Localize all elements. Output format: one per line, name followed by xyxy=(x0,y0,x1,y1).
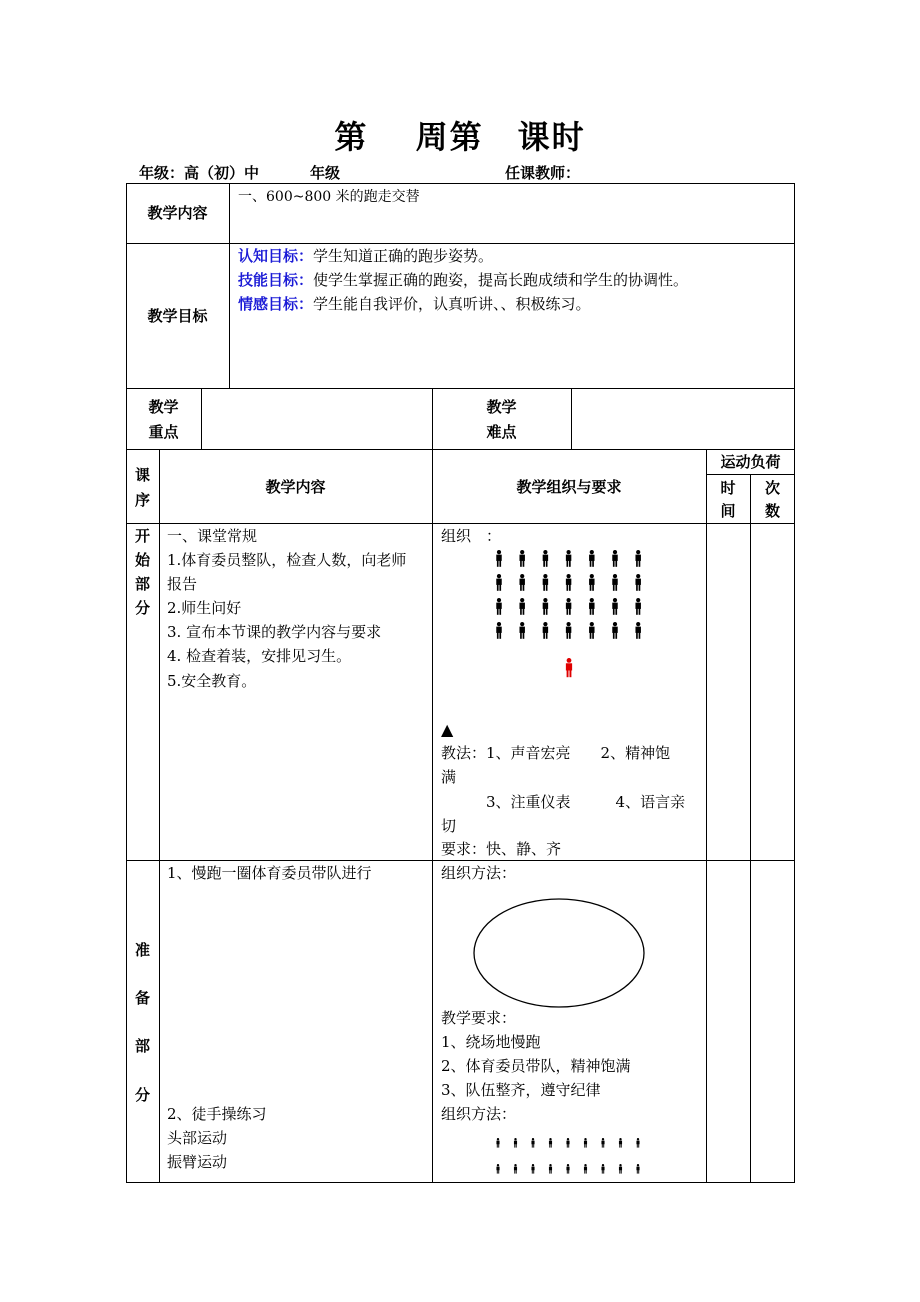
start-method-3: 3、注重仪表 4、语言亲 xyxy=(441,793,686,811)
person-icon xyxy=(635,622,640,639)
diff-label-2: 难点 xyxy=(486,423,517,441)
person-icon xyxy=(601,1164,604,1174)
person-icon xyxy=(519,574,524,591)
start-label-4: 分 xyxy=(134,599,150,617)
start-content-4: 2.师生问好 xyxy=(167,599,242,617)
start-content-7: 5.安全教育。 xyxy=(167,672,257,690)
person-icon xyxy=(589,550,594,567)
goal-cognitive-label: 认知目标： xyxy=(238,247,314,265)
person-icon xyxy=(635,574,640,591)
start-content-2: 1.体育委员整队，检查人数，向老师 xyxy=(167,551,407,569)
person-icon xyxy=(496,622,501,639)
exercise-formation-diagram xyxy=(492,1134,648,1178)
title-week-suffix: 周第 xyxy=(415,118,484,156)
prep-req-5: 组织方法： xyxy=(441,1105,517,1123)
prep-org-label: 组织方法： xyxy=(441,864,517,882)
person-icon xyxy=(514,1164,517,1174)
person-icon xyxy=(519,622,524,639)
teacher-label: 任课教师： xyxy=(505,164,581,182)
prep-req-2: 1、绕场地慢跑 xyxy=(441,1033,541,1051)
person-icon xyxy=(566,658,572,677)
person-icon xyxy=(519,598,524,615)
load-header: 运动负荷 xyxy=(720,453,781,471)
start-content-3: 报告 xyxy=(167,575,198,593)
goal-affective-label: 情感目标： xyxy=(238,295,314,313)
person-icon xyxy=(612,550,617,567)
person-icon xyxy=(566,1164,569,1174)
person-icon xyxy=(566,574,571,591)
diff-label-1: 教学 xyxy=(486,398,517,416)
person-icon xyxy=(566,598,571,615)
page-title xyxy=(0,112,920,158)
prep-label-2: 备 xyxy=(134,989,150,1007)
person-icon xyxy=(543,574,548,591)
content-label: 教学内容 xyxy=(147,204,208,222)
start-content-6: 4. 检查着装，安排见习生。 xyxy=(167,647,352,665)
person-icon xyxy=(619,1138,622,1148)
org-header: 教学组织与要求 xyxy=(516,478,622,496)
person-icon xyxy=(635,598,640,615)
title-lesson: 课时 xyxy=(517,118,586,156)
content-value: 一、600~800 米的跑走交替 xyxy=(238,189,420,205)
person-icon xyxy=(612,622,617,639)
person-icon xyxy=(543,598,548,615)
person-icon xyxy=(496,574,501,591)
prep-label-4: 分 xyxy=(134,1086,150,1104)
count-header-2: 数 xyxy=(764,502,780,520)
person-icon xyxy=(566,550,571,567)
prep-content-3: 头部运动 xyxy=(167,1129,228,1147)
seq-header-2: 序 xyxy=(134,491,150,509)
goal-affective-text: 学生能自我评价，认真听讲、、积极练习。 xyxy=(313,295,591,313)
prep-req-1: 教学要求： xyxy=(441,1009,517,1027)
grade-label: 年级：高（初）中 xyxy=(139,164,260,182)
person-icon xyxy=(589,622,594,639)
person-icon xyxy=(531,1138,534,1148)
person-icon xyxy=(531,1164,534,1174)
person-icon xyxy=(514,1138,517,1148)
start-method-4: 切 xyxy=(441,817,457,835)
student-formation-diagram xyxy=(488,548,648,684)
prep-req-4: 3、队伍整齐，遵守纪律 xyxy=(441,1081,601,1099)
person-icon xyxy=(635,550,640,567)
person-icon xyxy=(584,1138,587,1148)
content-header: 教学内容 xyxy=(265,478,326,496)
start-content-5: 3. 宣布本节课的教学内容与要求 xyxy=(167,623,382,641)
person-icon xyxy=(589,574,594,591)
person-icon xyxy=(549,1164,552,1174)
prep-content-4: 振臂运动 xyxy=(167,1153,228,1171)
person-icon xyxy=(636,1164,639,1174)
start-label-1: 开 xyxy=(134,527,150,545)
prep-label-1: 准 xyxy=(134,941,150,959)
key-label-2: 重点 xyxy=(148,423,179,441)
prep-label-3: 部 xyxy=(134,1037,150,1055)
time-header-1: 时 xyxy=(720,479,736,497)
prep-content-1: 1、慢跑一圈体育委员带队进行 xyxy=(167,864,372,882)
start-label-2: 始 xyxy=(134,551,150,569)
person-icon xyxy=(619,1164,622,1174)
person-icon xyxy=(543,550,548,567)
person-icon xyxy=(566,1138,569,1148)
goal-cognitive-text: 学生知道正确的跑步姿势。 xyxy=(313,247,494,265)
start-method-1: 教法：1、声音宏亮 2、精神饱 xyxy=(441,744,671,762)
person-icon xyxy=(612,574,617,591)
goal-affective xyxy=(238,292,591,316)
person-icon xyxy=(589,598,594,615)
person-icon xyxy=(584,1164,587,1174)
goals-label: 教学目标 xyxy=(147,307,208,325)
start-org-label: 组织 ： xyxy=(441,527,502,545)
start-label-3: 部 xyxy=(134,575,150,593)
start-content-1: 一、课堂常规 xyxy=(167,527,258,545)
person-icon xyxy=(496,598,501,615)
seq-header-1: 课 xyxy=(134,466,150,484)
prep-content-2: 2、徒手操练习 xyxy=(167,1105,267,1123)
start-method-5: 要求：快、静、齐 xyxy=(441,840,562,858)
goal-skill-text: 使学生掌握正确的跑姿，提高长跑成绩和学生的协调性。 xyxy=(313,271,689,289)
person-icon xyxy=(496,1164,499,1174)
key-label-1: 教学 xyxy=(148,398,179,416)
person-icon xyxy=(549,1138,552,1148)
person-icon xyxy=(543,622,548,639)
teacher-position-icon: ▲ xyxy=(441,720,454,739)
person-icon xyxy=(601,1138,604,1148)
person-icon xyxy=(496,1138,499,1148)
person-icon xyxy=(566,622,571,639)
prep-req-3: 2、体育委员带队，精神饱满 xyxy=(441,1057,631,1075)
person-icon xyxy=(612,598,617,615)
time-header-2: 间 xyxy=(720,502,736,520)
person-icon xyxy=(519,550,524,567)
goal-cognitive xyxy=(238,244,493,268)
goal-skill-label: 技能目标： xyxy=(238,271,314,289)
start-method-2: 满 xyxy=(441,768,457,786)
goal-skill xyxy=(238,268,688,292)
title-week-prefix: 第 xyxy=(334,118,369,156)
jogging-track-diagram xyxy=(471,896,647,1010)
grade-suffix: 年级 xyxy=(310,164,341,182)
count-header-1: 次 xyxy=(764,479,780,497)
person-icon xyxy=(636,1138,639,1148)
person-icon xyxy=(496,550,501,567)
